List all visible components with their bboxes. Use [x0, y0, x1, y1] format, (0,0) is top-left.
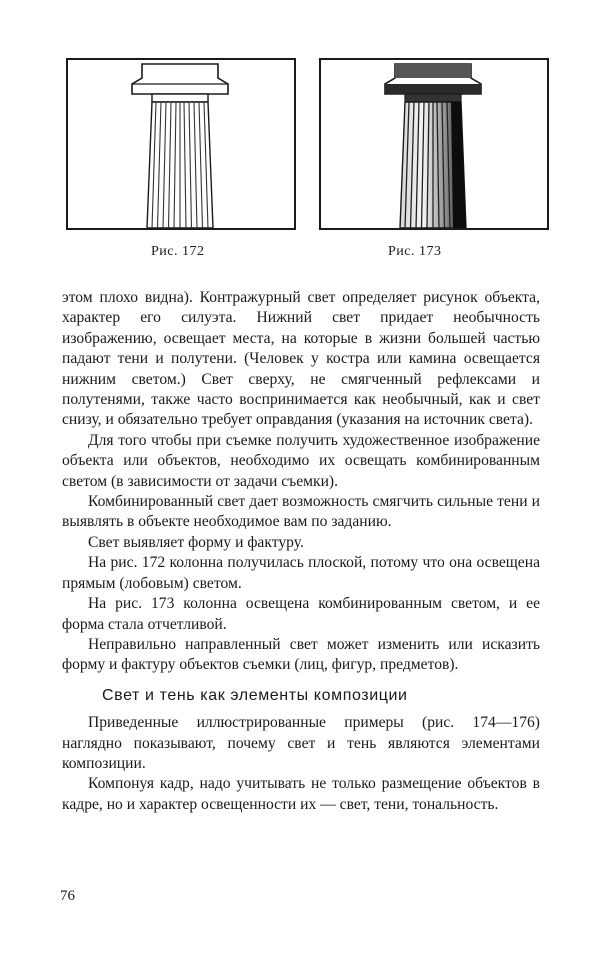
paragraph: На рис. 173 колонна освещена комбинированным светом, и ее форма стала отчетливой. — [62, 595, 540, 633]
figure-172-flat-column — [66, 58, 296, 230]
paragraph: этом плохо видна). Контражурный свет определяет рисунок объекта, характер его силуэта. Нижний свет придает необычность изображению, освещает места, на которые в жизни большей частью падают тени и полутени. (Человек у костра или камина освещается нижним светом.) Свет сверху, не смягченный рефлексами и полутенями, также часто воспринимается как необычный, как и свет снизу, и обязательно требует оправдания (указания на источник света). — [62, 289, 540, 429]
paragraph: Приведенные иллюстрированные примеры (рис. 174—176) наглядно показывают, почему свет и тень являются элементами композиции. — [62, 714, 540, 772]
figure-172-caption: Рис. 172 — [151, 244, 205, 259]
body-text — [62, 288, 540, 815]
figure-173-caption: Рис. 173 — [388, 244, 442, 259]
paragraph: На рис. 172 колонна получилась плоской, потому что она освещена прямым (лобовым) светом. — [62, 554, 540, 592]
paragraph: Неправильно направленный свет может изменить или исказить форму и фактуру объектов съемки (лиц, фигур, предметов). — [62, 635, 540, 674]
section-heading: Свет и тень как элементы композиции — [102, 686, 408, 704]
column-flat-illustration — [68, 60, 294, 228]
paragraph: Для того чтобы при съемке получить художественное изображение объекта или объектов, необходимо их освещать комбинированным светом (в зависимости от задачи съемки). — [62, 431, 540, 490]
paragraph: Свет выявляет форму и фактуру. — [88, 533, 304, 551]
paragraph: Компонуя кадр, надо учитывать не только размещение объектов в кадре, но и характер освещенности их — свет, тени, тональность. — [62, 775, 540, 813]
paragraph: Комбинированный свет дает возможность смягчить сильные тени и выявлять в объекте необходимое вам по заданию. — [62, 493, 540, 531]
figure-173-shaded-column — [319, 58, 549, 230]
column-shaded-illustration — [321, 60, 547, 228]
page-number: 76 — [60, 888, 75, 904]
